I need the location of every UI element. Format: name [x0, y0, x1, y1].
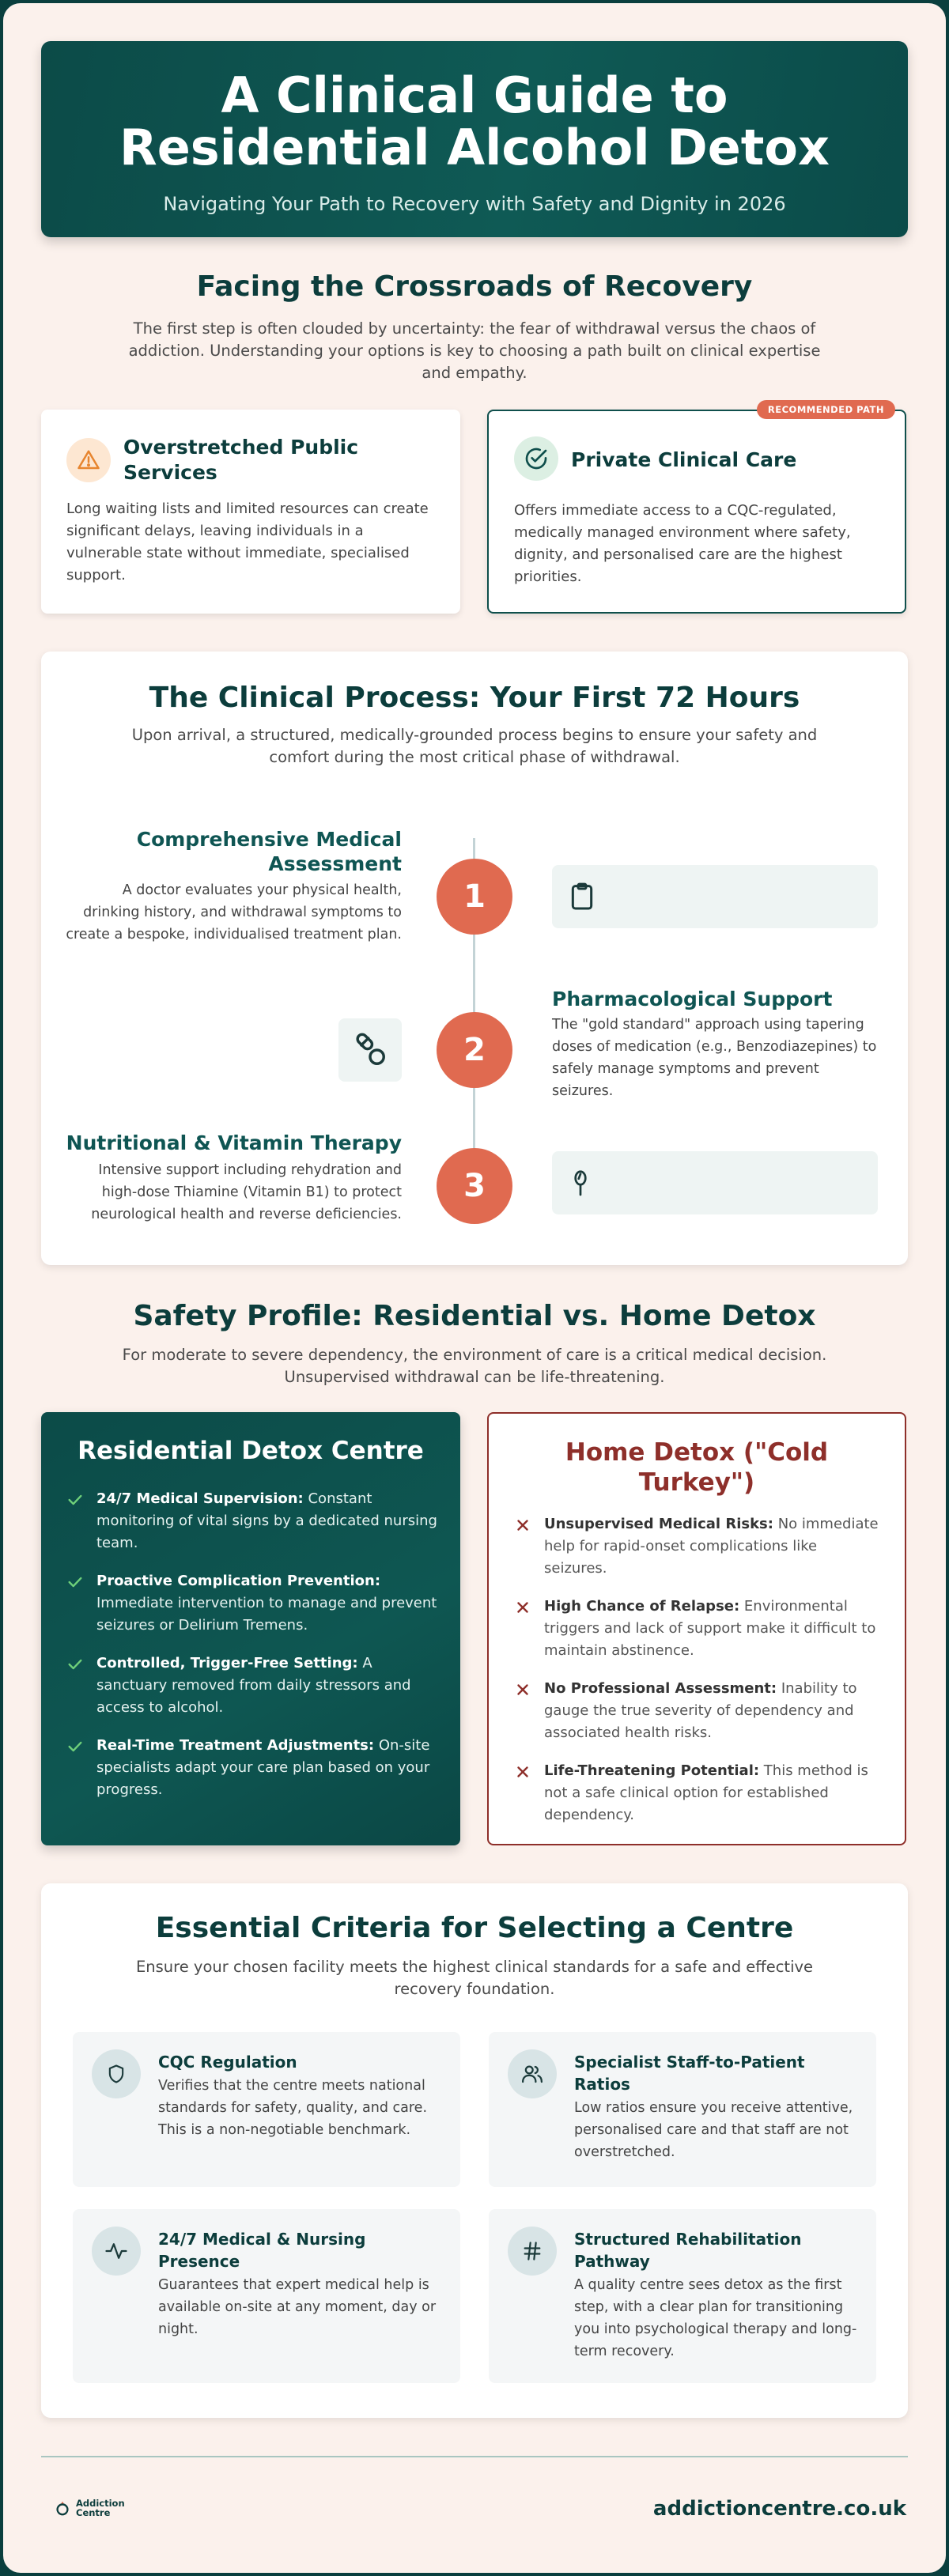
residential-detox-card	[41, 1412, 460, 1845]
page-title: A Clinical Guide to Residential Alcohol Detox	[119, 66, 830, 176]
residential-list	[66, 1488, 438, 1817]
check-icon	[66, 1491, 84, 1509]
private-care-card	[487, 404, 906, 614]
users-icon	[508, 2049, 557, 2098]
crossroads-title: Facing the Crossroads of Recovery	[196, 270, 753, 303]
cross-icon	[514, 1517, 531, 1534]
pills-icon	[352, 1032, 388, 1068]
safety-intro: For moderate to severe dependency, the environment of care is a critical medical decision. Unsupervised withdrawal can be life-threatening.	[122, 1346, 827, 1386]
step-1-badge: 1	[437, 859, 512, 935]
hash-icon	[508, 2227, 557, 2276]
check-circle-icon	[514, 436, 558, 481]
footer-divider	[41, 2456, 908, 2457]
step-2-icon-panel	[338, 1018, 402, 1082]
criteria-cqc-title: CQC Regulation	[158, 2053, 297, 2072]
page-subtitle: Navigating Your Path to Recovery with Safety and Dignity in 2026	[163, 193, 786, 215]
private-care-title: Private Clinical Care	[571, 448, 797, 471]
step-3-title: Nutritional & Vitamin Therapy	[66, 1131, 402, 1154]
process-title: The Clinical Process: Your First 72 Hours	[149, 682, 800, 714]
step-1-icon-panel	[552, 865, 878, 928]
public-services-card	[41, 410, 460, 614]
criteria-item-pathway	[489, 2209, 876, 2383]
page-canvas	[3, 3, 946, 2573]
home-detox-list	[514, 1513, 883, 1842]
shield-icon	[92, 2049, 141, 2098]
step-1-title: Comprehensive Medical Assessment	[136, 828, 402, 875]
home-item-1: Unsupervised Medical Risks: No immediate help for rapid-onset complications like seizures.	[514, 1513, 883, 1580]
criteria-item-cqc	[73, 2032, 460, 2187]
cross-icon	[514, 1763, 531, 1781]
recommended-badge: RECOMMENDED PATH	[757, 400, 895, 419]
cross-icon	[514, 1681, 531, 1698]
clipboard-icon	[566, 881, 598, 912]
website-link[interactable]: addictioncentre.co.uk	[652, 2497, 906, 2521]
check-icon	[66, 1738, 84, 1755]
criteria-title: Essential Criteria for Selecting a Centre	[155, 1912, 794, 1944]
step-3-icon-panel	[552, 1151, 878, 1214]
clinical-process-panel	[41, 652, 908, 1265]
step-2-title: Pharmacological Support	[552, 988, 833, 1010]
criteria-pathway-title: Structured Rehabilitation Pathway	[574, 2230, 802, 2271]
residential-item-1: 24/7 Medical Supervision: Constant monitoring of vital signs by a dedicated nursing team.	[66, 1488, 438, 1554]
activity-icon	[92, 2227, 141, 2276]
criteria-item-staff	[489, 2032, 876, 2187]
home-detox-title: Home Detox ("Cold Turkey")	[565, 1438, 829, 1497]
criteria-panel	[41, 1883, 908, 2418]
residential-item-3: Controlled, Trigger-Free Setting: A sanctuary removed from daily stressors and access to alcohol.	[66, 1652, 438, 1719]
warning-icon	[66, 438, 111, 482]
step-3-desc: Intensive support including rehydration and high-dose Thiamine (Vitamin B1) to protect neurological health and reverse deficiencies.	[91, 1162, 402, 1222]
criteria-staff-title: Specialist Staff-to-Patient Ratios	[574, 2053, 805, 2094]
process-intro: Upon arrival, a structured, medically-grounded process begins to ensure your safety and comfort during the most critical phase of withdrawal.	[131, 726, 818, 766]
step-3-badge: 3	[437, 1148, 512, 1224]
step-2-desc: The "gold standard" approach using tapering doses of medication (e.g., Benzodiazepines) to safely manage symptoms and prevent seizures.	[552, 1017, 877, 1099]
hero-banner	[41, 41, 908, 237]
private-care-desc: Offers immediate access to a CQC-regulated, medically managed environment where safety, dignity, and personalised care are the highest priorities.	[514, 502, 851, 585]
public-services-title: Overstretched Public Services	[123, 436, 359, 484]
check-icon	[66, 1573, 84, 1591]
logo-mark-icon	[54, 2499, 71, 2517]
cross-icon	[514, 1599, 531, 1616]
home-detox-card	[487, 1412, 906, 1845]
criteria-cqc-desc: Verifies that the centre meets national standards for safety, quality, and care. This is a non-negotiable benchmark.	[158, 2078, 428, 2138]
criteria-medical-desc: Guarantees that expert medical help is available on-site at any moment, day or night.	[158, 2277, 437, 2337]
brand-logo[interactable]	[54, 2499, 125, 2517]
criteria-intro: Ensure your chosen facility meets the highest clinical standards for a safe and effective recovery foundation.	[135, 1958, 814, 1998]
home-item-4: Life-Threatening Potential: This method is not a safe clinical option for established dependency.	[514, 1760, 883, 1826]
step-2-badge: 2	[437, 1012, 512, 1088]
residential-item-2: Proactive Complication Prevention: Immediate intervention to manage and prevent seizures or Delirium Tremens.	[66, 1570, 438, 1637]
criteria-staff-desc: Low ratios ensure you receive attentive, personalised care and that staff are not overstretched.	[574, 2100, 853, 2160]
step-1-desc: A doctor evaluates your physical health, drinking history, and withdrawal symptoms to create a bespoke, individualised treatment plan.	[66, 882, 402, 942]
safety-title: Safety Profile: Residential vs. Home Detox	[133, 1300, 816, 1332]
crossroads-intro: The first step is often clouded by uncertainty: the fear of withdrawal versus the chaos of addiction. Understanding your options is key to choosing a path built on clinical expertise and empathy.	[128, 319, 821, 382]
check-icon	[66, 1656, 84, 1673]
residential-title: Residential Detox Centre	[78, 1437, 424, 1465]
criteria-medical-title: 24/7 Medical & Nursing Presence	[158, 2230, 366, 2271]
logo-text: Addiction Centre	[76, 2498, 125, 2518]
criteria-item-medical	[73, 2209, 460, 2383]
apple-icon	[566, 1167, 595, 1199]
home-item-3: No Professional Assessment: Inability to gauge the true severity of dependency and associated health risks.	[514, 1678, 883, 1744]
criteria-pathway-desc: A quality centre sees detox as the first step, with a clear plan for transitioning you into psychological therapy and long-term recovery.	[574, 2277, 857, 2359]
residential-item-4: Real-Time Treatment Adjustments: On-site specialists adapt your care plan based on your progress.	[66, 1735, 438, 1801]
home-item-2: High Chance of Relapse: Environmental triggers and lack of support make it difficult to maintain abstinence.	[514, 1596, 883, 1662]
public-services-desc: Long waiting lists and limited resources can create significant delays, leaving individuals in a vulnerable state without immediate, specialised support.	[66, 500, 429, 584]
